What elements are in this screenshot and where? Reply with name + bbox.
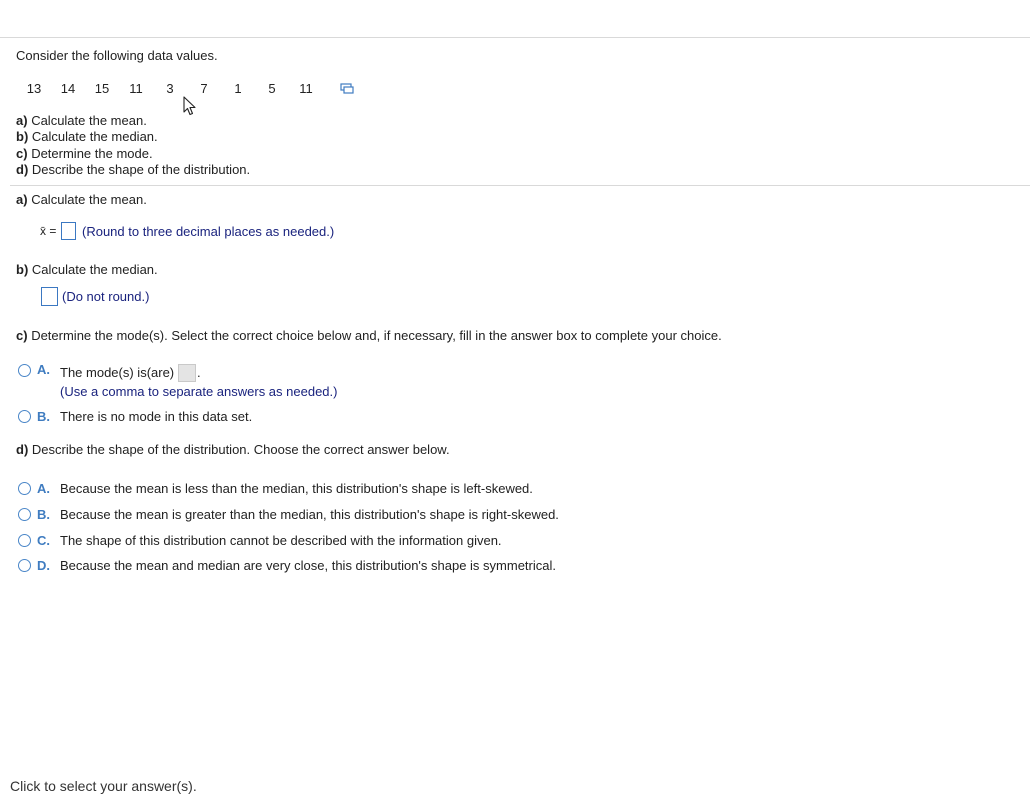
data-value: 7 bbox=[200, 81, 208, 96]
question-intro: Consider the following data values. bbox=[16, 48, 218, 63]
mode-choice-b-text[interactable]: There is no mode in this data set. bbox=[60, 409, 253, 424]
data-value: 15 bbox=[94, 81, 110, 96]
data-value: 14 bbox=[60, 81, 76, 96]
section-divider bbox=[10, 185, 1030, 186]
mode-choice-a-suffix: . bbox=[197, 365, 201, 380]
copy-data-icon[interactable] bbox=[340, 83, 354, 95]
mean-hint: (Round to three decimal places as needed.) bbox=[82, 224, 335, 239]
footer-status: Click to select your answer(s). bbox=[10, 778, 197, 794]
shape-choice-c-text[interactable]: The shape of this distribution cannot be described with the information given. bbox=[60, 533, 502, 548]
part-b-heading: b) Calculate the median. bbox=[16, 262, 158, 277]
part-item-a: a) Calculate the mean. bbox=[16, 113, 147, 128]
part-a-heading: a) Calculate the mean. bbox=[16, 192, 147, 207]
shape-choice-b-radio[interactable] bbox=[18, 508, 31, 521]
mode-choice-a-text[interactable]: The mode(s) is(are) bbox=[60, 365, 175, 380]
mode-choice-a-radio[interactable] bbox=[18, 364, 31, 377]
shape-choice-d-radio[interactable] bbox=[18, 559, 31, 572]
cursor-arrow-icon bbox=[183, 96, 197, 119]
shape-choice-a-text[interactable]: Because the mean is less than the median, this distribution's shape is left-skewed. bbox=[60, 481, 533, 496]
data-value: 5 bbox=[268, 81, 276, 96]
data-value: 11 bbox=[299, 81, 313, 96]
part-item-b: b) Calculate the median. bbox=[16, 129, 158, 144]
mode-hint: (Use a comma to separate answers as needed.) bbox=[60, 384, 338, 399]
median-hint: (Do not round.) bbox=[62, 289, 150, 304]
part-c-heading: c) Determine the mode(s). Select the correct choice below and, if necessary, fill in the answer box to complete your choice. bbox=[16, 328, 722, 343]
shape-choice-a-radio[interactable] bbox=[18, 482, 31, 495]
mode-choice-b-letter: B. bbox=[37, 409, 50, 424]
mode-input[interactable] bbox=[178, 364, 196, 382]
mode-choice-b-radio[interactable] bbox=[18, 410, 31, 423]
data-value: 1 bbox=[234, 81, 242, 96]
top-divider bbox=[0, 37, 1030, 38]
data-value: 3 bbox=[166, 81, 174, 96]
shape-choice-c-letter: C. bbox=[37, 533, 50, 548]
part-item-c: c) Determine the mode. bbox=[16, 146, 153, 161]
mean-input[interactable] bbox=[61, 222, 76, 240]
part-item-d: d) Describe the shape of the distribution. bbox=[16, 162, 251, 177]
part-d-heading: d) Describe the shape of the distribution. Choose the correct answer below. bbox=[16, 442, 450, 457]
shape-choice-d-text[interactable]: Because the mean and median are very close, this distribution's shape is symmetrical. bbox=[60, 558, 556, 573]
data-value: 11 bbox=[129, 81, 143, 96]
median-input[interactable] bbox=[41, 287, 58, 306]
shape-choice-c-radio[interactable] bbox=[18, 534, 31, 547]
data-value: 13 bbox=[26, 81, 42, 96]
mean-symbol: x̄ = bbox=[40, 224, 57, 238]
mode-choice-a-letter: A. bbox=[37, 362, 50, 377]
shape-choice-a-letter: A. bbox=[37, 481, 50, 496]
shape-choice-d-letter: D. bbox=[37, 558, 50, 573]
shape-choice-b-letter: B. bbox=[37, 507, 50, 522]
shape-choice-b-text[interactable]: Because the mean is greater than the median, this distribution's shape is right-skewed. bbox=[60, 507, 559, 522]
